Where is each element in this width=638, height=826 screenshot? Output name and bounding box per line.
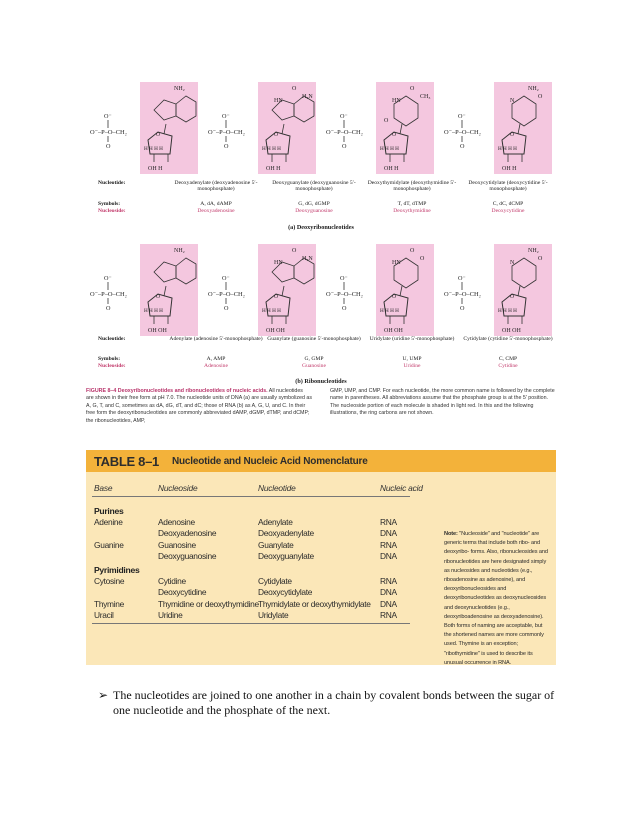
sugar-oh-label: OH H <box>266 166 281 172</box>
nucleoside-shading <box>140 82 198 174</box>
phosphate-oxygen-label: O <box>460 143 465 150</box>
deoxy-structure-2 <box>208 82 316 174</box>
phosphate-oxygen-label: O⁻ <box>340 113 348 120</box>
sugar-oh-label: OH H <box>384 166 399 172</box>
base-group-label: H₂N <box>302 94 313 100</box>
deoxy-panel-caption: (a) Deoxyribonucleotides <box>288 224 354 231</box>
sugar-oxygen-label: O <box>156 294 161 300</box>
phosphate-chain-label: O⁻–P–O–CH₂ <box>208 291 245 298</box>
ribo-symbol-2: G, GMP <box>304 356 324 362</box>
ribo-symbol-4: C, CMP <box>498 356 518 362</box>
figure-caption-title: FIGURE 8–4 Deoxyribonucleotides and ribonucleotides of nucleic acids. <box>86 388 268 394</box>
base-group-label: H₂N <box>302 256 313 262</box>
sugar-hydrogen-label: H H H H <box>262 308 281 314</box>
nucleoside-shading <box>494 244 552 336</box>
sugar-oh-label: OH H <box>502 166 517 172</box>
deoxy-nucleoside-4: Deoxycytidine <box>491 208 525 214</box>
note-text: "Nucleoside" and "nucleotide" are generic terms that include both ribo- and deoxyribo- forms. Also, ribonucleosides and ribonucleotides are here designated simply as nucleosides and nucleotides (e.g., riboadenosine as adenosine), and deoxyribonucleosides and deoxyribonucleotides as deoxynucleosides and deoxynucleotides (e.g., deoxyriboadenosine as deoxyadenosine). Both forms of naming are acceptable, but the shortened names are more commonly used. Thymine is an exception; "ribothymidine" is used to describe its unusual occurrence in RNA. <box>444 531 548 666</box>
deoxy-symbol-1: A, dA, dAMP <box>200 201 232 207</box>
deoxy-nucleoside-3: Deoxythymidine <box>393 208 431 214</box>
deoxy-structures-row <box>86 78 556 188</box>
ribo-nucleotide-label: Nucleotide: <box>98 336 126 342</box>
sugar-hydrogen-label: H H H H <box>144 308 163 314</box>
base-group-label: NH₂ <box>528 248 539 254</box>
deoxy-nucleotide-label: Nucleotide: <box>98 180 126 186</box>
deoxy-symbols-label: Symbols: <box>98 201 121 207</box>
ribo-structures-svg <box>86 240 556 350</box>
phosphate-oxygen-label: O <box>224 305 229 312</box>
phosphate-oxygen-label: O <box>106 143 111 150</box>
base-group-label: HN <box>274 98 283 104</box>
sugar-oxygen-label: O <box>274 294 279 300</box>
sugar-oxygen-label: O <box>510 132 515 138</box>
deoxy-nucleotide-2: Deoxyguanylate (deoxyguanosine 5′-monophosphate) <box>272 180 356 193</box>
ribo-nucleoside-3: Uridine <box>403 363 421 369</box>
table-header-bar <box>86 450 556 472</box>
ribo-structure-4 <box>444 244 552 336</box>
ribo-nucleotide-4: Cytidylate (cytidine 5′-monophosphate) <box>463 336 553 342</box>
ribo-nucleoside-1: Adenosine <box>204 363 228 369</box>
sugar-oh-label: OH OH <box>502 328 521 334</box>
phosphate-oxygen-label: O⁻ <box>340 275 348 282</box>
purines-label: Purines <box>94 506 124 516</box>
ribo-structure-2 <box>208 244 316 336</box>
base-group-label: NH₂ <box>528 86 539 92</box>
deoxy-nucleotide-3: Deoxythymidylate (deoxythymidine 5′-monophosphate) <box>367 180 457 193</box>
footer-rule <box>92 623 410 624</box>
phosphate-chain-label: O⁻–P–O–CH₂ <box>90 129 127 136</box>
sugar-oxygen-label: O <box>156 132 161 138</box>
sugar-oh-label: OH OH <box>384 328 403 334</box>
base-group-label: NH₂ <box>174 248 185 254</box>
deoxy-structure-4 <box>444 82 552 174</box>
phosphate-chain-label: O⁻–P–O–CH₂ <box>326 291 363 298</box>
col-header-nucleic-acid: Nucleic acid <box>380 483 423 493</box>
base-group-label: HN <box>392 260 401 266</box>
phosphate-oxygen-label: O⁻ <box>222 275 230 282</box>
base-group-label: O <box>420 256 425 262</box>
figure-caption-right: GMP, UMP, and CMP. For each nucleotide, the more common name is followed by the complete name in parentheses. All abbreviations assume that the phosphate group is at the 5′ position. The nucleoside portion of each molecule is shaded in light red. In this and the following illustrations, the ring carbons are not shown. <box>330 388 555 417</box>
phosphate-chain-label: O⁻–P–O–CH₂ <box>444 129 481 136</box>
ribo-nucleotide-3: Uridylate (uridine 5′-monophosphate) <box>369 336 455 342</box>
header-rule <box>92 496 410 497</box>
figure-8-4 <box>86 78 556 436</box>
base-group-label: O <box>410 86 415 92</box>
sugar-oh-label: OH OH <box>148 328 167 334</box>
base-group-label: NH₂ <box>174 86 185 92</box>
base-group-label: O <box>292 248 297 254</box>
bullet-text: The nucleotides are joined to one another in a chain by covalent bonds between the sugar of one nucleotide and the phosphate of the next. <box>113 688 555 717</box>
deoxy-nucleoside-1: Deoxyadenosine <box>197 208 235 214</box>
nucleoside-shading <box>140 244 198 336</box>
deoxy-nucleotide-4: Deoxycytidylate (deoxycytidine 5′-monophosphate) <box>468 180 548 193</box>
sugar-hydrogen-label: H H H H <box>498 146 517 152</box>
table-label: TABLE 8–1 <box>94 454 159 469</box>
sugar-hydrogen-label: H H H H <box>498 308 517 314</box>
phosphate-chain-label: O⁻–P–O–CH₂ <box>208 129 245 136</box>
deoxy-structure-1 <box>90 82 198 174</box>
arrow-bullet-icon: ➢ <box>98 688 109 702</box>
figure-caption-left-text: All nucleotides are shown in their free form at pH 7.0. The nucleotide units of DNA (a) are usually symbolized as A, G, T, and C, sometimes as dA, dG, dT, and dC; those of RNA (b) as A, G, U, and C. In their free form the deoxyribonucleotides are commonly abbreviated dAMP, dGMP, dTMP, and dCMP; the ribonucleotides, AMP, <box>86 388 313 424</box>
sugar-oxygen-label: O <box>510 294 515 300</box>
deoxy-symbol-2: G, dG, dGMP <box>298 201 330 207</box>
phosphate-oxygen-label: O <box>106 305 111 312</box>
base-group-label: N <box>510 260 515 266</box>
ribo-nucleoside-2: Guanosine <box>302 363 326 369</box>
sugar-hydrogen-label: H H H H <box>262 146 281 152</box>
table-8-1: TABLE 8–1 Nucleotide and Nucleic Acid Nomenclature Base Nucleoside Nucleotide Nucleic acid Purines Adenine Adenosine Adenylate RNA Deoxyadenosine Deoxyadenylate DNA Guanine Guanosine Guanylate RNA Deoxyguanosine Deoxyguanylate DNA Pyrimidines Cytosine Cytidine Cytidylate RNA Deoxycytidine Deoxycytidylate DNA Thymine Thymidine or deoxythymidine Thymidylate or deoxythymidylate DNA Uracil Uridine Uridylate RNA Note: "Nucleoside" and "nucleotide" are generic terms that include both ribo- and deoxyribo- forms. Also, ribonucleosides and ribonucleotides are here designated simply as nucleosides and nucleotides (e.g., riboadenosine as adenosine), and deoxyribonucleosides and deoxyribonucleotides as deoxynucleosides and deoxynucleotides (e.g., deoxyriboadenosine as deoxyadenosine). Both forms of naming are acceptable, but the shortened names are more commonly used. Thymine is an exception; "ribothymidine" is used to describe its unusual occurrence in RNA. <box>86 450 556 665</box>
sugar-oh-label: OH H <box>148 166 163 172</box>
ribo-nucleoside-4: Cytidine <box>498 363 518 369</box>
table-title: Nucleotide and Nucleic Acid Nomenclature <box>172 456 368 467</box>
sugar-hydrogen-label: H H H H <box>380 146 399 152</box>
ribo-symbol-1: A, AMP <box>206 356 226 362</box>
phosphate-oxygen-label: O <box>342 143 347 150</box>
deoxy-nucleoside-label: Nucleoside: <box>98 208 126 214</box>
sugar-oh-label: OH OH <box>266 328 285 334</box>
ribo-structure-1 <box>90 244 198 336</box>
sugar-oxygen-label: O <box>392 132 397 138</box>
base-group-label: O <box>538 94 543 100</box>
phosphate-oxygen-label: O <box>224 143 229 150</box>
phosphate-oxygen-label: O⁻ <box>104 113 112 120</box>
ribo-nucleotide-1: Adenylate (adenosine 5′-monophosphate) <box>169 336 263 342</box>
col-header-nucleotide: Nucleotide <box>258 483 296 493</box>
sugar-hydrogen-label: H H H H <box>380 308 399 314</box>
sugar-hydrogen-label: H H H H <box>144 146 163 152</box>
col-header-nucleoside: Nucleoside <box>158 483 198 493</box>
col-header-base: Base <box>94 483 113 493</box>
deoxy-nucleotide-1: Deoxyadenylate (deoxyadenosine 5′-monophosphate) <box>174 180 258 193</box>
figure-caption-left <box>86 388 312 425</box>
sugar-oxygen-label: O <box>392 294 397 300</box>
base-group-label: O <box>292 86 297 92</box>
phosphate-oxygen-label: O <box>460 305 465 312</box>
base-group-label: O <box>410 248 415 254</box>
phosphate-oxygen-label: O⁻ <box>222 113 230 120</box>
base-group-label: O <box>538 256 543 262</box>
deoxy-symbol-3: T, dT, dTMP <box>397 201 427 207</box>
nucleoside-shading <box>376 244 434 336</box>
ribo-panel-caption: (b) Ribonucleotides <box>295 378 347 385</box>
phosphate-oxygen-label: O⁻ <box>104 275 112 282</box>
deoxy-symbol-4: C, dC, dCMP <box>492 201 524 207</box>
ribo-nucleoside-label: Nucleoside: <box>98 363 126 369</box>
ribo-nucleotide-2: Guanylate (guanosine 5′-monophosphate) <box>267 336 361 342</box>
nucleoside-shading <box>494 82 552 174</box>
ribo-structure-3 <box>326 244 434 336</box>
ribo-structures-row <box>86 240 556 350</box>
note-label: Note: <box>444 531 458 537</box>
ribo-symbols-label: Symbols: <box>98 356 121 362</box>
deoxy-nucleoside-2: Deoxyguanosine <box>295 208 333 214</box>
base-group-label: N <box>510 98 515 104</box>
table-note <box>444 530 550 668</box>
phosphate-oxygen-label: O⁻ <box>458 113 466 120</box>
phosphate-chain-label: O⁻–P–O–CH₂ <box>326 129 363 136</box>
phosphate-oxygen-label: O <box>342 305 347 312</box>
phosphate-chain-label: O⁻–P–O–CH₂ <box>90 291 127 298</box>
base-group-label: HN <box>392 98 401 104</box>
base-group-label: HN <box>274 260 283 266</box>
base-group-label: CH₃ <box>420 94 431 100</box>
ribo-symbol-3: U, UMP <box>402 356 422 362</box>
phosphate-chain-label: O⁻–P–O–CH₂ <box>444 291 481 298</box>
base-group-label: O <box>384 118 389 124</box>
sugar-oxygen-label: O <box>274 132 279 138</box>
deoxy-structure-3 <box>326 82 434 174</box>
phosphate-oxygen-label: O⁻ <box>458 275 466 282</box>
pyrimidines-label: Pyrimidines <box>94 565 140 575</box>
deoxy-structures-svg <box>86 78 556 188</box>
